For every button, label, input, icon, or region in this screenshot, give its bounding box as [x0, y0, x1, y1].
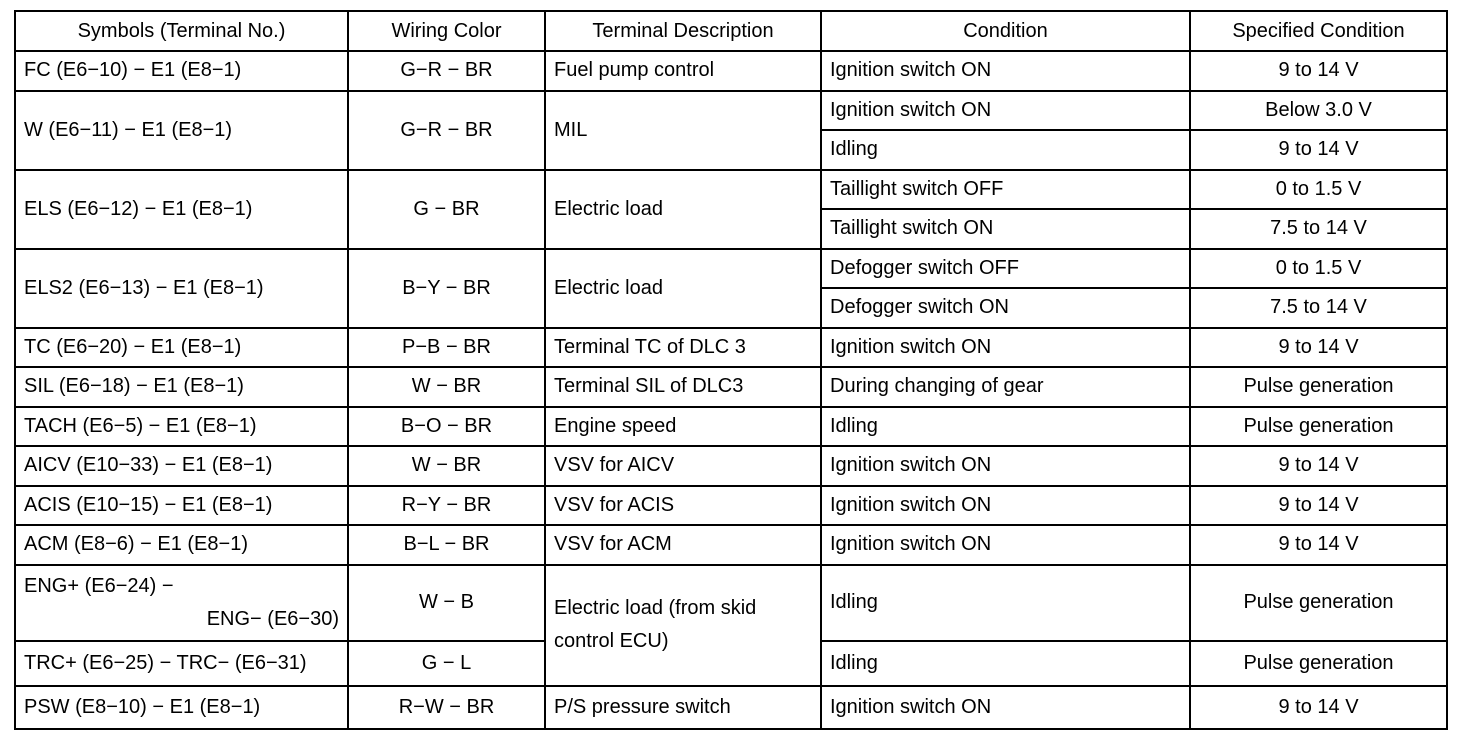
table-row	[15, 328, 1447, 368]
spec-cell: Pulse generation	[1190, 407, 1447, 447]
spec-cell: 9 to 14 V	[1190, 130, 1447, 170]
spec-cell: 9 to 14 V	[1190, 525, 1447, 565]
spec-cell: 7.5 to 14 V	[1190, 209, 1447, 249]
wiring-color-cell: B−O − BR	[348, 407, 545, 447]
description-cell: Electric load	[545, 170, 821, 249]
header-row	[15, 11, 1447, 51]
symbol-cell: ACM (E8−6) − E1 (E8−1)	[15, 525, 348, 565]
table-row	[15, 486, 1447, 526]
description-cell: VSV for AICV	[545, 446, 821, 486]
table-row	[15, 367, 1447, 407]
wiring-color-cell: B−Y − BR	[348, 249, 545, 328]
symbol-cell: TRC+ (E6−25) − TRC− (E6−31)	[15, 641, 348, 686]
symbol-cell: PSW (E8−10) − E1 (E8−1)	[15, 686, 348, 729]
table-row	[15, 407, 1447, 447]
condition-cell: Idling	[821, 641, 1190, 686]
symbol-cell: FC (E6−10) − E1 (E8−1)	[15, 51, 348, 91]
table-row	[15, 249, 1447, 289]
condition-cell: Ignition switch ON	[821, 328, 1190, 368]
spec-cell: Pulse generation	[1190, 367, 1447, 407]
condition-cell: Taillight switch OFF	[821, 170, 1190, 210]
spec-cell: 9 to 14 V	[1190, 51, 1447, 91]
table-row	[15, 565, 1447, 641]
symbol-cell: TACH (E6−5) − E1 (E8−1)	[15, 407, 348, 447]
description-cell: P/S pressure switch	[545, 686, 821, 729]
table-row	[15, 91, 1447, 131]
symbol-two-line	[24, 570, 339, 636]
table-row	[15, 686, 1447, 729]
condition-cell: Taillight switch ON	[821, 209, 1190, 249]
condition-cell: Ignition switch ON	[821, 686, 1190, 729]
wiring-color-cell: W − BR	[348, 367, 545, 407]
table-body	[15, 51, 1447, 729]
condition-cell: Idling	[821, 565, 1190, 641]
condition-cell: Defogger switch OFF	[821, 249, 1190, 289]
description-cell: Engine speed	[545, 407, 821, 447]
spec-cell: 7.5 to 14 V	[1190, 288, 1447, 328]
description-cell: Terminal TC of DLC 3	[545, 328, 821, 368]
spec-cell: 0 to 1.5 V	[1190, 170, 1447, 210]
wiring-color-cell: G − L	[348, 641, 545, 686]
spec-cell: 0 to 1.5 V	[1190, 249, 1447, 289]
spec-cell: 9 to 14 V	[1190, 486, 1447, 526]
header-wiring-color: Wiring Color	[348, 11, 545, 51]
spec-cell: 9 to 14 V	[1190, 686, 1447, 729]
description-cell: Electric load (from skid control ECU)	[545, 565, 821, 686]
condition-cell: Ignition switch ON	[821, 525, 1190, 565]
description-cell: Fuel pump control	[545, 51, 821, 91]
condition-cell: Ignition switch ON	[821, 486, 1190, 526]
symbol-cell: W (E6−11) − E1 (E8−1)	[15, 91, 348, 170]
wiring-color-cell: G−R − BR	[348, 91, 545, 170]
header-specified-condition: Specified Condition	[1190, 11, 1447, 51]
condition-cell: Ignition switch ON	[821, 446, 1190, 486]
symbol-cell	[15, 565, 348, 641]
symbol-line-2: ENG− (E6−30)	[206, 607, 339, 630]
header-condition: Condition	[821, 11, 1190, 51]
spec-cell: Pulse generation	[1190, 641, 1447, 686]
wiring-color-cell: G−R − BR	[348, 51, 545, 91]
symbol-cell: TC (E6−20) − E1 (E8−1)	[15, 328, 348, 368]
description-cell: VSV for ACM	[545, 525, 821, 565]
condition-cell: Ignition switch ON	[821, 51, 1190, 91]
wiring-color-cell: P−B − BR	[348, 328, 545, 368]
spec-cell: 9 to 14 V	[1190, 328, 1447, 368]
symbol-cell: ELS (E6−12) − E1 (E8−1)	[15, 170, 348, 249]
spec-cell: Below 3.0 V	[1190, 91, 1447, 131]
table-row	[15, 51, 1447, 91]
symbol-cell: ELS2 (E6−13) − E1 (E8−1)	[15, 249, 348, 328]
symbol-cell: ACIS (E10−15) − E1 (E8−1)	[15, 486, 348, 526]
table-row	[15, 446, 1447, 486]
wiring-color-cell: R−Y − BR	[348, 486, 545, 526]
condition-cell: During changing of gear	[821, 367, 1190, 407]
header-terminal-description: Terminal Description	[545, 11, 821, 51]
table-row	[15, 525, 1447, 565]
wiring-color-cell: B−L − BR	[348, 525, 545, 565]
wiring-color-cell: W − B	[348, 565, 545, 641]
condition-cell: Idling	[821, 407, 1190, 447]
condition-cell: Idling	[821, 130, 1190, 170]
spec-cell: 9 to 14 V	[1190, 446, 1447, 486]
wiring-color-cell: R−W − BR	[348, 686, 545, 729]
wiring-color-cell: G − BR	[348, 170, 545, 249]
symbol-cell: AICV (E10−33) − E1 (E8−1)	[15, 446, 348, 486]
spec-cell: Pulse generation	[1190, 565, 1447, 641]
description-cell: VSV for ACIS	[545, 486, 821, 526]
description-cell: Electric load	[545, 249, 821, 328]
description-cell: MIL	[545, 91, 821, 170]
condition-cell: Ignition switch ON	[821, 91, 1190, 131]
symbol-line-1: ENG+ (E6−24) −	[24, 574, 174, 597]
symbol-cell: SIL (E6−18) − E1 (E8−1)	[15, 367, 348, 407]
terminal-inspection-table	[14, 10, 1448, 730]
header-symbols: Symbols (Terminal No.)	[15, 11, 348, 51]
wiring-color-cell: W − BR	[348, 446, 545, 486]
condition-cell: Defogger switch ON	[821, 288, 1190, 328]
description-cell: Terminal SIL of DLC3	[545, 367, 821, 407]
table-row	[15, 170, 1447, 210]
